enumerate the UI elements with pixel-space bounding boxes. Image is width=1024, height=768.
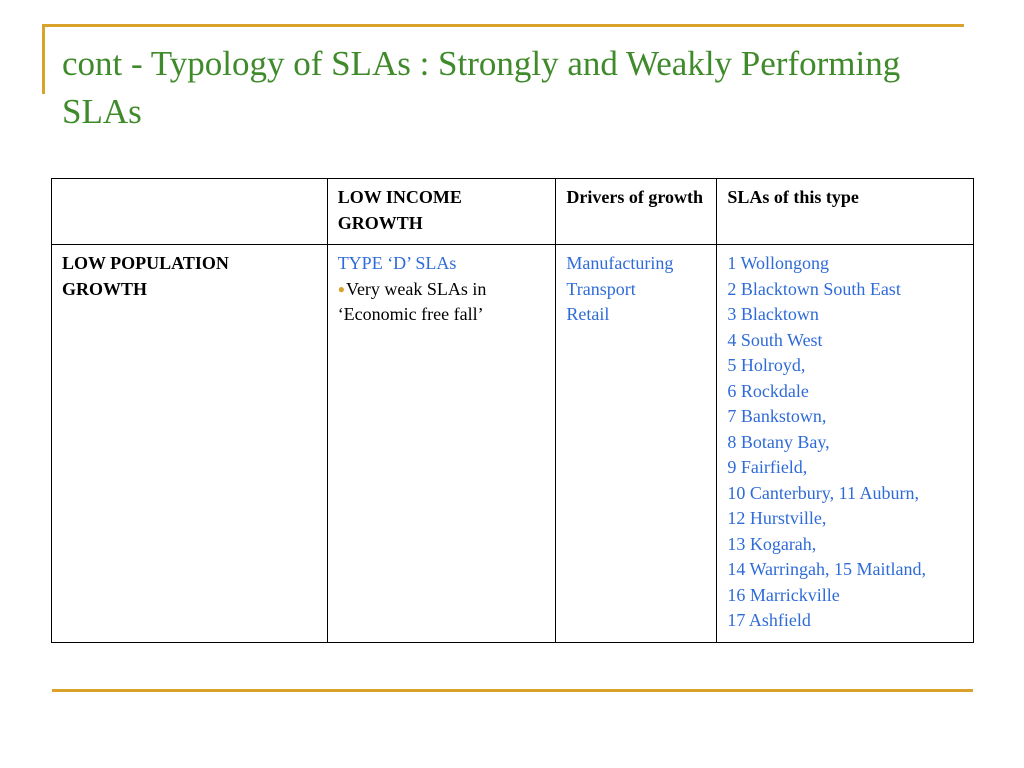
sla-item: 2 Blacktown South East: [727, 278, 901, 299]
sla-item: 16 Marrickville: [727, 584, 840, 605]
table-header-row: [52, 179, 974, 245]
bottom-divider-line: [52, 689, 973, 692]
driver-item: Manufacturing: [566, 253, 674, 273]
sla-item: 8 Botany Bay,: [727, 431, 830, 452]
table-row: [52, 245, 974, 643]
left-accent-line: [42, 24, 45, 94]
header-cell-empty: [52, 179, 328, 245]
slas-list-cell: [717, 245, 974, 643]
sla-item: 6 Rockdale: [727, 380, 809, 401]
sla-item: 14 Warringah, 15 Maitland,: [727, 559, 927, 579]
sla-item: 5 Holroyd,: [727, 355, 806, 375]
bullet-icon: ●: [337, 281, 345, 296]
slide-title: cont - Typology of SLAs : Strongly and Weakly Performing SLAs: [62, 44, 901, 131]
sla-typology-table: [51, 178, 974, 643]
sla-item: 4 South West: [727, 329, 823, 350]
header-cell-low-income-growth: LOW INCOME GROWTH: [327, 179, 556, 245]
sla-item: 9 Fairfield,: [727, 457, 808, 477]
driver-item: Transport: [566, 278, 636, 299]
row-label-low-population-growth: LOW POPULATION GROWTH: [52, 245, 328, 643]
sla-item: 12 Hurstville,: [727, 508, 827, 528]
driver-item: Retail: [566, 304, 610, 324]
header-cell-drivers-of-growth: Drivers of growth: [556, 179, 717, 245]
sla-item: 1 Wollongong: [727, 253, 830, 273]
type-description: Very weak SLAs in ‘Economic free fall’: [337, 278, 487, 324]
sla-item: 7 Bankstown,: [727, 406, 827, 426]
sla-item: 10 Canterbury, 11 Auburn,: [727, 482, 919, 503]
type-cell: [327, 245, 556, 643]
sla-item: 3 Blacktown: [727, 304, 819, 324]
drivers-cell: [556, 245, 717, 643]
sla-item: 17 Ashfield: [727, 610, 811, 630]
header-cell-slas-of-this-type: SLAs of this type: [717, 179, 974, 245]
type-title: TYPE ‘D’ SLAs: [337, 253, 457, 273]
sla-item: 13 Kogarah,: [727, 533, 817, 554]
top-divider-line: [42, 24, 964, 27]
